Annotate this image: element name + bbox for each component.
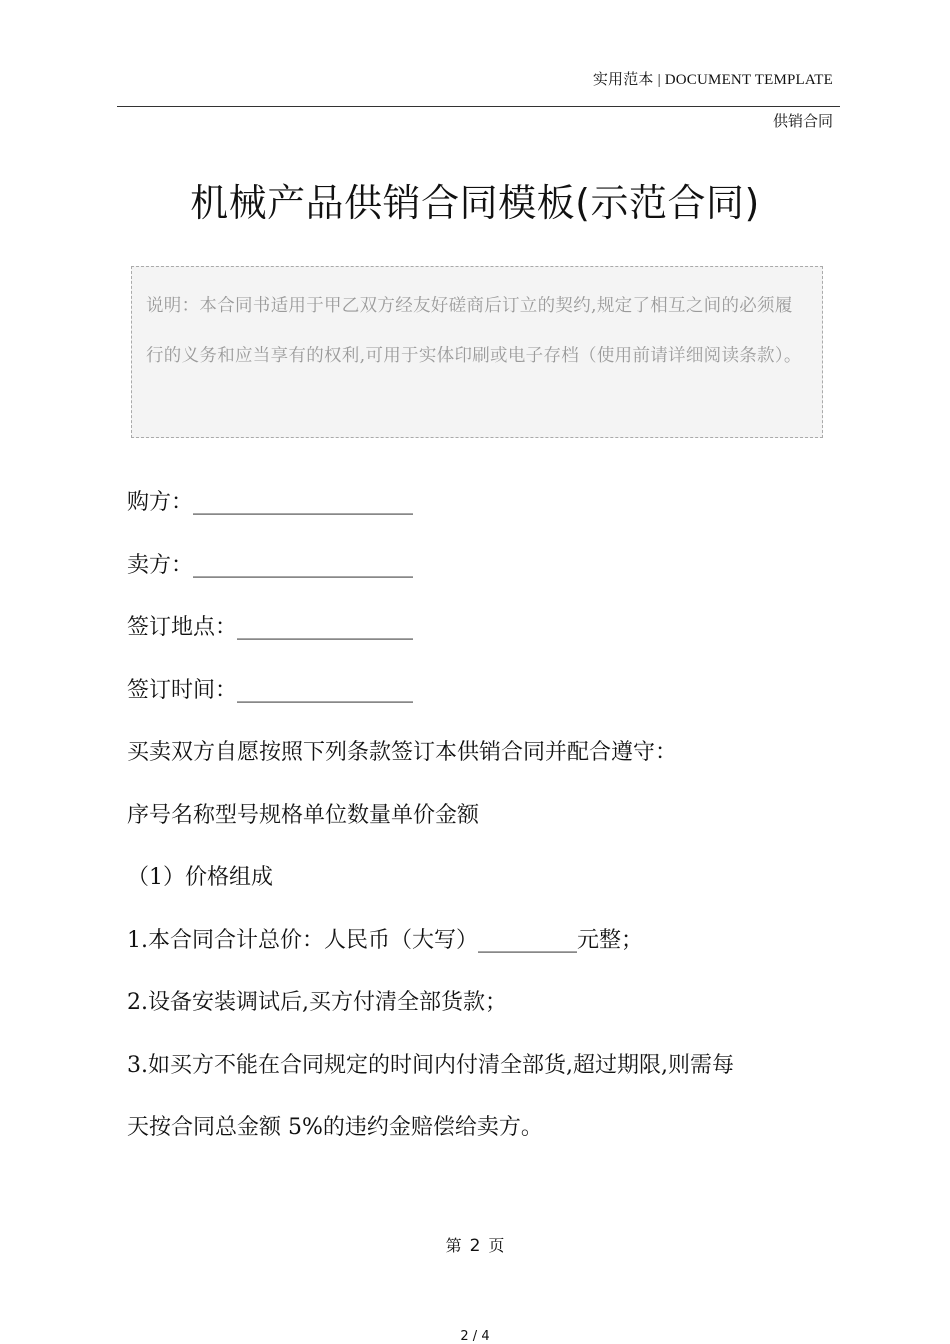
- document-header-label: 实用范本 | DOCUMENT TEMPLATE: [592, 72, 833, 88]
- header-divider: [117, 106, 840, 107]
- instruction-note-box: [131, 266, 823, 438]
- page-suffix: 页: [488, 1236, 505, 1255]
- buyer-field: 购方：____________________: [127, 490, 414, 515]
- clause-3-line-1: 3.如买方不能在合同规定的时间内付清全部货,超过期限,则需每: [127, 1052, 734, 1078]
- contract-body: [127, 476, 827, 1164]
- seller-field: 卖方：____________________: [127, 552, 414, 578]
- intro-paragraph: 买卖双方自愿按照下列条款签订本供销合同并配合遵守：: [127, 740, 678, 765]
- clause-1: 1.本合同合计总价：人民币（大写）_________元整；: [127, 927, 643, 953]
- table-header-line: 序号名称型号规格单位数量单价金额: [127, 802, 480, 828]
- instruction-note-text: 说明：本合同书适用于甲乙双方经友好磋商后订立的契约,规定了相互之间的必须履行的义务和应当享有的权利,可用于实体印刷或电子存档（使用前请详细阅读条款）。: [146, 296, 802, 366]
- page-title: 机械产品供销合同模板(示范合同): [190, 181, 760, 225]
- document-type-label: 供销合同: [772, 112, 833, 130]
- page-number-value: 2: [469, 1236, 481, 1256]
- sign-place-field: 签订地点：________________: [127, 615, 414, 640]
- clause-2: 2.设备安装调试后,买方付清全部货款；: [127, 990, 507, 1015]
- page-prefix: 第: [445, 1236, 462, 1255]
- section-heading-price: （1）价格组成: [127, 865, 273, 890]
- page-count-indicator: 2 / 4: [460, 1329, 490, 1344]
- page-number: [0, 1233, 950, 1256]
- sign-time-field: 签订时间：________________: [127, 677, 414, 703]
- clause-3-line-2: 天按合同总金额 5%的违约金赔偿给卖方。: [127, 1115, 543, 1140]
